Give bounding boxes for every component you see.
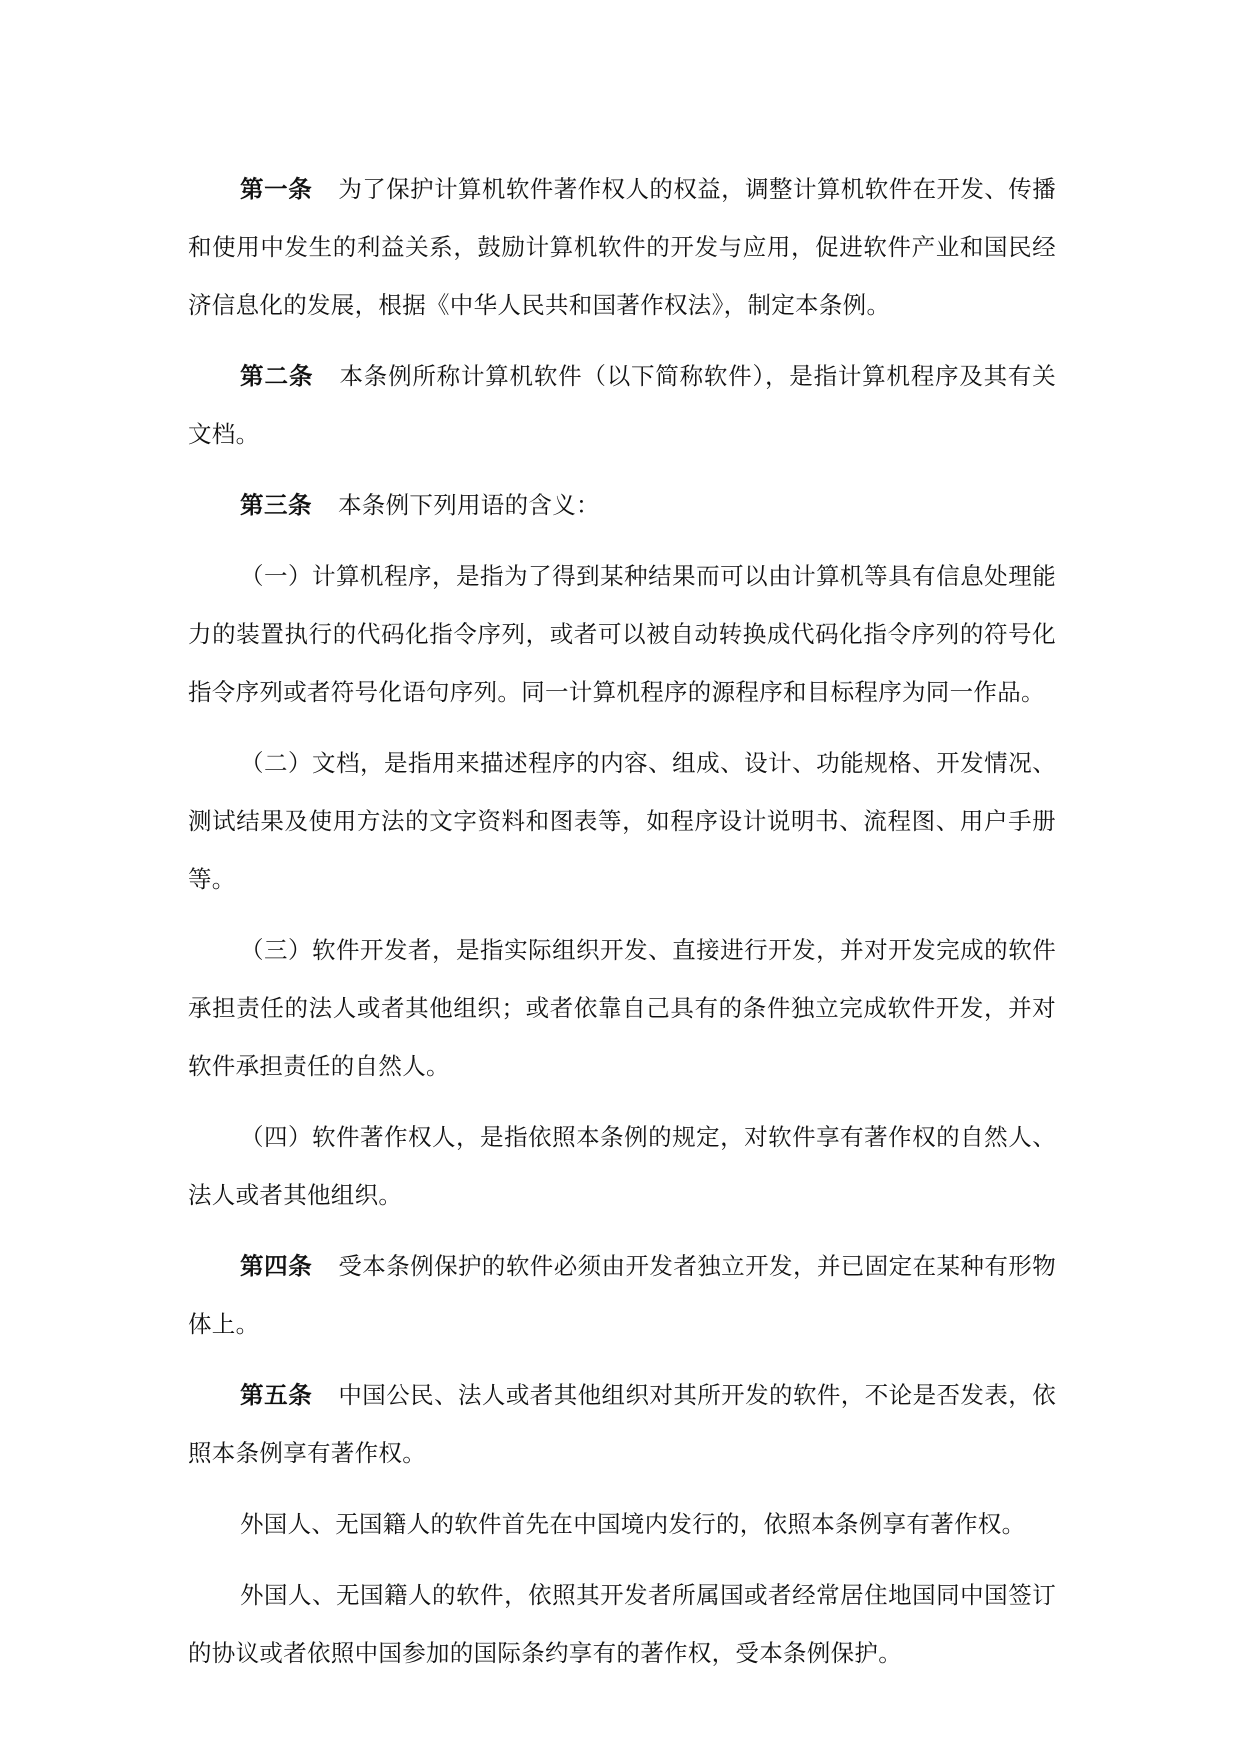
paragraph-text: 中国公民、法人或者其他组织对其所开发的软件，不论是否发表，依照本条例享有著作权。 <box>188 1381 1056 1467</box>
paragraph-text: 外国人、无国籍人的软件首先在中国境内发行的，依照本条例享有著作权。 <box>240 1510 1026 1538</box>
paragraph-item-1 <box>188 547 1056 721</box>
paragraph-text: 本条例所称计算机软件（以下简称软件），是指计算机程序及其有关文档。 <box>188 362 1057 448</box>
article-label: 第一条 <box>240 175 313 203</box>
article-label: 第五条 <box>240 1381 313 1409</box>
paragraph-article-1 <box>188 160 1056 334</box>
paragraph-text: 外国人、无国籍人的软件，依照其开发者所属国或者经常居住地国同中国签订的协议或者依照中国参加的国际条约享有的著作权，受本条例保护。 <box>188 1581 1056 1667</box>
paragraph-article-3 <box>188 476 1056 534</box>
article-label: 第四条 <box>240 1252 313 1280</box>
paragraph-article-5-clause-3 <box>188 1566 1056 1682</box>
paragraph-article-4 <box>188 1237 1056 1353</box>
document-body <box>188 160 1056 1695</box>
paragraph-text: （四）软件著作权人，是指依照本条例的规定，对软件享有著作权的自然人、法人或者其他组织。 <box>188 1123 1056 1209</box>
paragraph-article-2 <box>188 347 1056 463</box>
article-label: 第二条 <box>240 362 314 390</box>
paragraph-text: 为了保护计算机软件著作权人的权益，调整计算机软件在开发、传播和使用中发生的利益关系，鼓励计算机软件的开发与应用，促进软件产业和国民经济信息化的发展，根据《中华人民共和国著作权法》，制定本条例。 <box>188 175 1056 319</box>
paragraph-text: 本条例下列用语的含义： <box>338 491 600 519</box>
article-label: 第三条 <box>240 491 312 519</box>
paragraph-article-5 <box>188 1366 1056 1482</box>
paragraph-text: （一）计算机程序，是指为了得到某种结果而可以由计算机等具有信息处理能力的装置执行的代码化指令序列，或者可以被自动转换成代码化指令序列的符号化指令序列或者符号化语句序列。同一计算机程序的源程序和目标程序为同一作品。 <box>188 562 1056 706</box>
paragraph-article-5-clause-2 <box>188 1495 1056 1553</box>
paragraph-text: 受本条例保护的软件必须由开发者独立开发，并已固定在某种有形物体上。 <box>188 1252 1056 1338</box>
paragraph-item-2 <box>188 734 1056 908</box>
paragraph-text: （二）文档，是指用来描述程序的内容、组成、设计、功能规格、开发情况、测试结果及使用方法的文字资料和图表等，如程序设计说明书、流程图、用户手册等。 <box>188 749 1056 893</box>
paragraph-item-4 <box>188 1108 1056 1224</box>
paragraph-text: （三）软件开发者，是指实际组织开发、直接进行开发，并对开发完成的软件承担责任的法人或者其他组织；或者依靠自己具有的条件独立完成软件开发，并对软件承担责任的自然人。 <box>188 936 1056 1080</box>
paragraph-item-3 <box>188 921 1056 1095</box>
